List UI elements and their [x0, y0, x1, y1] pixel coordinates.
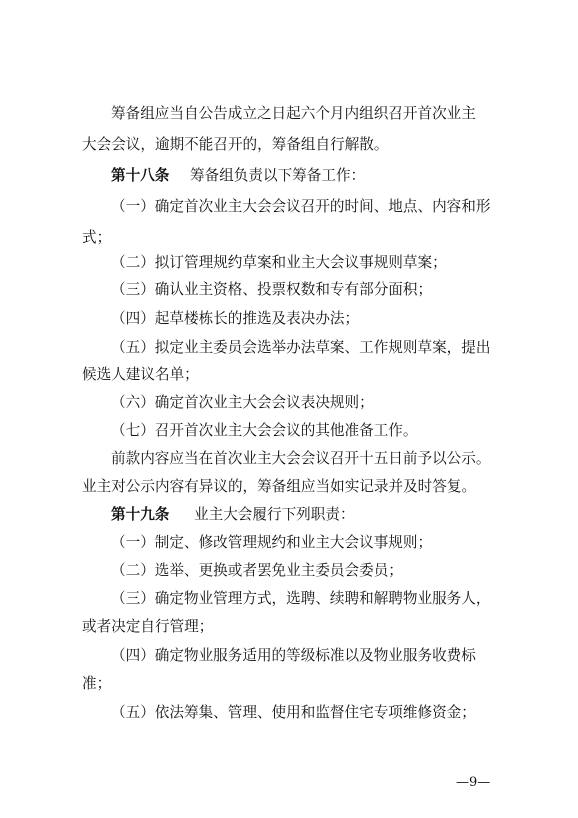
text-line: 或者决定自行管理；	[82, 618, 214, 635]
text-line: 准；	[82, 675, 112, 692]
text-line: （四）起草楼栋长的推选及表决办法；	[111, 310, 360, 327]
text-line: 候选人建议名单；	[82, 366, 199, 383]
text-line: （二）选举、更换或者罢免业主委员会委员；	[111, 562, 403, 579]
text-line: 业主对公示内容有异议的，筹备组应当如实记录并及时答复。	[82, 478, 477, 495]
text-line: 前款内容应当在首次业主大会会议召开十五日前予以公示。	[111, 450, 491, 467]
page-number: —9—	[456, 775, 491, 790]
text-line: （三）确定物业管理方式，选聘、续聘和解聘物业服务人，	[111, 590, 491, 607]
text-line: （一）确定首次业主大会会议召开的时间、地点、内容和形	[111, 198, 491, 215]
text-line: 大会会议，逾期不能召开的，筹备组自行解散。	[82, 136, 389, 153]
text-line: （五）依法筹集、管理、使用和监督住宅专项维修资金；	[111, 704, 476, 721]
text-line: （五）拟定业主委员会选举办法草案、工作规则草案，提出	[111, 339, 491, 356]
text-line: （六）确定首次业主大会会议表决规则；	[111, 394, 374, 411]
article-heading-19: 第十九条	[111, 506, 170, 523]
text-line: （二）拟订管理规约草案和业主大会议事规则草案；	[111, 254, 447, 271]
text-line: （七）召开首次业主大会会议的其他准备工作。	[111, 422, 418, 439]
text-line: 筹备组应当自公告成立之日起六个月内组织召开首次业主	[111, 105, 476, 122]
text-line: 式；	[82, 229, 112, 246]
article-heading-18: 第十八条	[111, 167, 170, 184]
text-line: 筹备组负责以下筹备工作：	[190, 167, 366, 184]
text-line: 业主大会履行下列职责：	[194, 506, 355, 523]
text-line: （三）确认业主资格、投票权数和专有部分面积；	[111, 281, 433, 298]
text-line: （四）确定物业服务适用的等级标准以及物业服务收费标	[111, 647, 476, 664]
text-line: （一）制定、修改管理规约和业主大会议事规则；	[111, 534, 433, 551]
